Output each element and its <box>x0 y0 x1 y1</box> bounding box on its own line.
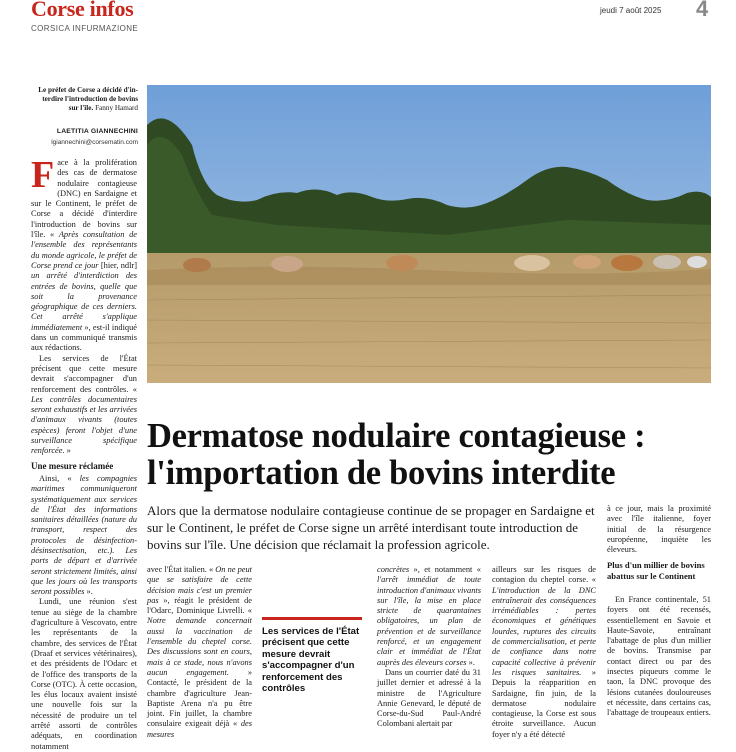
text: ». <box>84 587 93 597</box>
brand-subtitle: CORSICA INFURMAZIONE <box>31 24 139 33</box>
paragraph: Dans un courrier daté du 31 juillet dernier et adressé à la ministre de l'Agriculture Annie Genevard, le député de Corse-du-Sud Paul-André Colombani alertait par <box>377 667 481 729</box>
quote: Les contrôles documentaires seront exhaustifs et les arrivées d'animaux vivants (toutes espèces) feront l'objet d'une surveillance spécifique renforcée. <box>31 394 137 456</box>
headline-line: Dermatose nodulaire contagieuse : <box>147 417 646 455</box>
text: » <box>64 446 71 456</box>
text: », et notamment « <box>409 565 481 574</box>
pull-quote: Les services de l'État précisent que cette mesure devrait s'accompagner d'un renforcement des contrôles <box>262 617 362 694</box>
article-photo <box>147 85 711 383</box>
cattle-field-photo-icon <box>147 85 711 383</box>
quote: les compagnies maritimes communiqueront systématiquement aux services de l'État des informations sanitaires détaillées (nature du transport, respect des protocoles de désinfection-désinsectisation, etc.). Les ports de départ et d'arrivée seront strictement limités, ainsi que les jours où les transports seront possibles <box>31 473 138 597</box>
byline-author: LAETITIA GIANNECHINI <box>56 128 138 135</box>
text: Les services de l'État précisent que cette mesure devrait s'accompagner d'un renforcement des contrôles. « <box>31 353 137 394</box>
paragraph: En France continentale, 51 foyers ont été recensés, essentiellement en Savoie et Haute-Savoie, entraînant l'abattage de plus d'un millier de bovins. Transmise par contact direct ou par des insectes piqueurs comme le taon, la DNC provoque des lésions cutanées douloureuses et nécessite, dans certains cas, l'abattage de troupeaux entiers. <box>607 595 711 718</box>
article-column-1 <box>31 154 138 752</box>
article-column-5-intro: à ce jour, mais la proximité avec l'île italienne, foyer initial de la résurgence européenne, inquiète les éleveurs. <box>607 504 711 555</box>
text: Ainsi, « <box>39 473 80 483</box>
text: » Depuis la réapparition en Sardaigne, fin juin, de la dermatose nodulaire contagieuse, la Corse est sous étroite surveillance. Aucun foyer n'y a été détecté <box>492 667 596 739</box>
issue-date: jeudi 7 août 2025 <box>600 6 662 15</box>
quote: On ne peut que se satisfaire de cette décision mais c'est un premier pas <box>147 565 252 605</box>
text: [hier, ndlr] <box>98 260 137 270</box>
article-headline <box>147 418 712 492</box>
quote: un arrêté d'interdiction des entrées de bovins, quelle que soit la provenance géographique de ces derniers. Cet arrêté s'applique immédiatement <box>31 271 137 332</box>
drop-cap: F <box>31 154 55 196</box>
photo-caption <box>31 86 138 113</box>
paragraph: Lundi, une réunion s'est tenue au siège de la chambre d'agriculture à Vescovato, entre les représentants de la chambre, des services de l'État (Draaf et services vétérinaires), et des présidents de l'Odarc et de l'office des transports de la Corse (OTC). À cette occasion, les élus locaux avaient insisté une nouvelle fois sur la nécessité de produire un tel arrêté assorti de contrôles adéquats, en coordination notamment <box>31 597 137 751</box>
text: » Contacté, le président de la chambre d'agriculture Jean-Baptiste Arena n'a pu être joint. Fin juillet, la chambre consulaire exigeait déjà « <box>147 667 252 729</box>
article-column-3 <box>377 565 481 730</box>
text: avec l'État italien. « <box>147 565 216 574</box>
quote: L'introduction de la DNC entraînerait des conséquences irrémédiables : pertes économiques et génétiques lourdes, ruptures des circuits de commercialisation, et perte de confiance dans notre capacité collective à prévenir les risques sanitaires. <box>492 585 596 677</box>
page-number: 4 <box>696 0 709 21</box>
photo-credit: Fanny Hamard <box>95 104 138 112</box>
quote: l'arrêt immédiat de toute introduction d'animaux vivants sur l'île, la mise en place stricte de quarantaines obligatoires, un plan de prévention et de surveillance renforcé, et un engagement clair et immédiat de l'État auprès des éleveurs corses <box>377 575 481 667</box>
caption-text: Le préfet de Corse a décidé d'in-terdire l'introduction de bovins sur l'île. <box>38 86 138 112</box>
article-column-5 <box>607 595 711 719</box>
article-standfirst: Alors que la dermatose nodulaire contagieuse continue de se propager en Sardaigne et sur le Continent, le préfet de Corse signe un arrêté interdisant toute introduction de bovins sur l'île. Une décision que réclamait la profession agricole. <box>147 503 595 552</box>
text: », réagit le président de l'Odarc, Dominique Livrelli. « <box>147 595 252 616</box>
text: », est-il indiqué dans un communiqué transmis aux rédactions. <box>31 322 137 353</box>
byline-email: lgiannechini@corsematin.com <box>51 139 138 146</box>
quote: concrètes <box>377 565 410 574</box>
subheading: Plus d'un millier de bovins abattus sur le Continent <box>607 560 705 581</box>
article-column-2 <box>147 565 252 740</box>
article-column-4 <box>492 565 596 740</box>
subheading: Une mesure réclamée <box>31 460 114 471</box>
quote: Notre demande concernait aussi la vaccination de l'ensemble du cheptel corse. Des discussions sont en cours, mais à ce stade, nous n'avons aucun engagement. <box>147 616 252 677</box>
headline-line: l'importation de bovins interdite <box>147 454 616 492</box>
text: ». <box>466 657 475 667</box>
quote: des mesures <box>147 719 252 739</box>
text: ace à la prolifération des cas de dermatose nodulaire contagieuse (DNC) en Sardaigne et sur le Continent, le préfet de Corse a décidé d'interdire l'introduction de bovins sur l'île. « <box>31 158 137 240</box>
brand-logo: Corse infos <box>31 0 134 21</box>
quote: Après consultation de l'ensemble des représentants du monde agricole, le préfet de Corse prend ce jour <box>31 230 137 270</box>
text: ailleurs sur les risques de contagion du cheptel corse. « <box>492 565 596 585</box>
